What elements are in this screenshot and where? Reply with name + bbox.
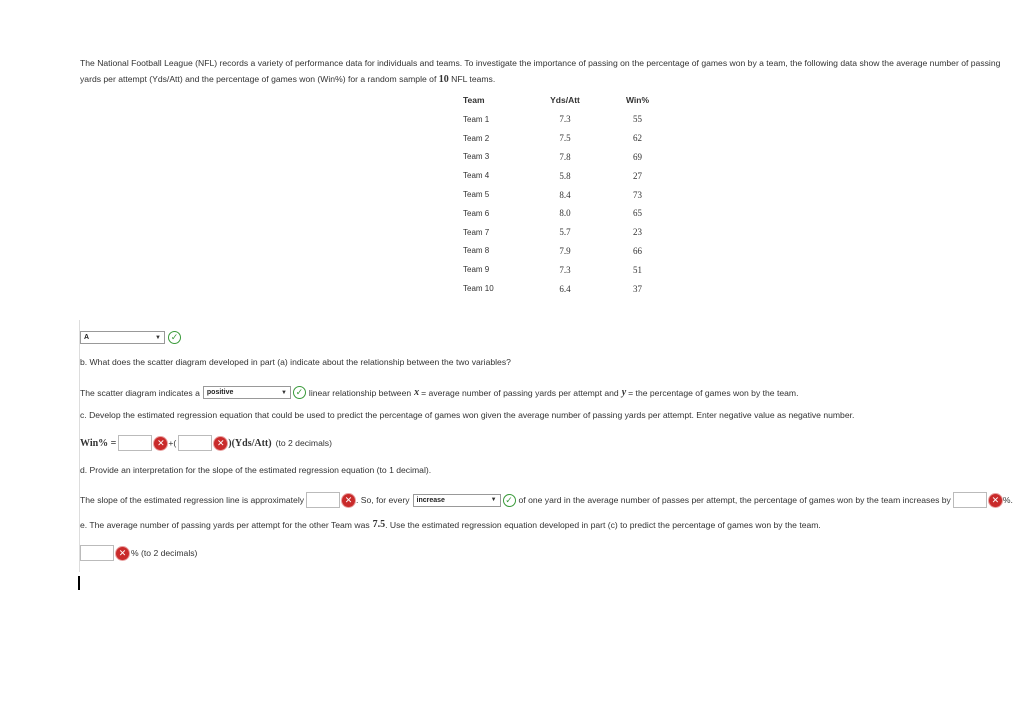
table-row xyxy=(458,110,680,129)
cell-win: 55 xyxy=(633,114,642,125)
cell-team: Team 10 xyxy=(463,284,494,294)
cell-yds: 7.5 xyxy=(559,133,571,144)
incorrect-x-icon: ✕ xyxy=(214,437,227,450)
slope-input[interactable] xyxy=(178,435,212,451)
prediction-input[interactable] xyxy=(80,545,114,561)
cell-win: 66 xyxy=(633,245,642,256)
direction-selected: increase xyxy=(416,496,445,504)
header-win-pct: Win% xyxy=(625,95,650,105)
percent-increase-input[interactable] xyxy=(953,492,987,508)
cell-yds: 8.4 xyxy=(559,189,571,200)
table-row xyxy=(458,223,680,242)
cell-win: 27 xyxy=(633,170,642,181)
incorrect-x-icon: ✕ xyxy=(342,494,355,507)
text-cursor xyxy=(78,576,80,590)
slope-interpretation-input[interactable] xyxy=(306,492,340,508)
part-c-answer-line xyxy=(80,435,332,451)
cell-team: Team 3 xyxy=(463,152,490,162)
table-row xyxy=(458,166,680,185)
correct-check-icon: ✓ xyxy=(168,331,181,344)
part-e-question xyxy=(80,519,821,530)
incorrect-x-icon: ✕ xyxy=(154,437,167,450)
cell-win: 37 xyxy=(633,283,642,294)
part-a-line xyxy=(80,331,182,344)
intro-tail: NFL teams. xyxy=(451,74,496,84)
relationship-selected: positive xyxy=(206,389,234,396)
cell-team: Team 5 xyxy=(463,190,490,200)
part-d-mid-1: . So, for every xyxy=(356,495,410,505)
cell-win: 62 xyxy=(633,133,642,144)
header-team: Team xyxy=(463,95,485,105)
cell-win: 69 xyxy=(633,151,642,162)
part-b-question: b. What does the scatter diagram developed in part (a) indicate about the relationship between the two variables? xyxy=(80,357,511,367)
table-header-row xyxy=(458,90,680,110)
cell-yds: 5.7 xyxy=(559,227,571,238)
part-a-dropdown[interactable] xyxy=(80,331,165,344)
part-b-answer-line xyxy=(80,386,798,399)
intercept-input[interactable] xyxy=(118,435,152,451)
cell-yds: 6.4 xyxy=(559,283,571,294)
part-e-value: 7.5 xyxy=(372,519,386,530)
chevron-down-icon: ▼ xyxy=(155,334,161,341)
equation-term: )(Yds/Att) xyxy=(228,437,272,449)
part-b-suffix-3: = the percentage of games won by the team. xyxy=(628,387,799,398)
cell-win: 65 xyxy=(633,208,642,219)
correct-check-icon: ✓ xyxy=(503,494,516,507)
table-row xyxy=(458,129,680,148)
table-row xyxy=(458,185,680,204)
part-d-answer-line xyxy=(80,492,1013,508)
cell-win: 51 xyxy=(633,264,642,275)
cell-team: Team 2 xyxy=(463,133,490,143)
cell-yds: 7.9 xyxy=(559,245,571,256)
table-row xyxy=(458,279,680,298)
part-e-suffix: % (to 2 decimals) xyxy=(131,548,198,558)
incorrect-x-icon: ✕ xyxy=(116,547,129,560)
cell-team: Team 4 xyxy=(463,171,490,181)
header-yds-att: Yds/Att xyxy=(550,95,580,105)
table-row xyxy=(458,242,680,261)
cell-win: 23 xyxy=(633,227,642,238)
part-e-question-2: . Use the estimated regression equation developed in part (c) to predict the percentage of games won by the team. xyxy=(385,519,821,530)
cell-yds: 7.3 xyxy=(559,114,571,125)
cell-yds: 5.8 xyxy=(559,170,571,181)
part-b-suffix-1: linear relationship between xyxy=(308,387,412,398)
incorrect-x-icon: ✕ xyxy=(989,494,1002,507)
equation-lhs: Win% = xyxy=(80,437,117,449)
part-d-prefix: The slope of the estimated regression line is approximately xyxy=(80,495,305,505)
chevron-down-icon: ▼ xyxy=(280,389,287,396)
correct-check-icon: ✓ xyxy=(293,386,306,399)
equation-plus: +( xyxy=(168,438,177,448)
part-d-suffix: %. xyxy=(1002,495,1013,505)
relationship-dropdown[interactable] xyxy=(203,386,291,399)
chevron-down-icon: ▼ xyxy=(490,497,497,503)
part-d-mid-2: of one yard in the average number of passes per attempt, the percentage of games won by the team increases by xyxy=(518,495,951,505)
cell-team: Team 6 xyxy=(463,208,490,218)
problem-intro xyxy=(80,55,1010,88)
x-variable: x xyxy=(414,387,420,398)
part-e-question-1: e. The average number of passing yards per attempt for the other Team was xyxy=(80,519,370,530)
cell-yds: 8.0 xyxy=(559,208,571,219)
part-c-question: c. Develop the estimated regression equation that could be used to predict the percentage of games won given the average number of passing yards per attempt. Enter negative value as negative number. xyxy=(80,410,855,420)
data-table xyxy=(458,90,680,298)
part-c-note: (to 2 decimals) xyxy=(275,438,332,448)
direction-dropdown[interactable] xyxy=(413,494,501,507)
part-a-selected: A xyxy=(84,334,90,341)
intro-text: The National Football League (NFL) records a variety of performance data for individuals and teams. To investigate the importance of passing on the percentage of games won by a team, the following data show the average number of passing yards per attempt (Yds/Att) and the percentage of games won (Win%) for a random sample of xyxy=(80,58,1001,84)
part-d-question: d. Provide an interpretation for the slope of the estimated regression equation (to 1 decimal). xyxy=(80,465,432,475)
table-row xyxy=(458,148,680,167)
cell-team: Team 8 xyxy=(463,246,490,256)
table-row xyxy=(458,260,680,279)
cell-yds: 7.3 xyxy=(559,264,571,275)
part-b-prefix: The scatter diagram indicates a xyxy=(80,387,200,398)
cell-team: Team 9 xyxy=(463,265,490,275)
part-e-answer-line xyxy=(80,545,197,561)
cell-yds: 7.8 xyxy=(559,151,571,162)
cell-team: Team 7 xyxy=(463,227,490,237)
cell-team: Team 1 xyxy=(463,114,490,124)
table-row xyxy=(458,204,680,223)
intro-count: 10 xyxy=(438,74,449,85)
cell-win: 73 xyxy=(633,189,642,200)
part-b-suffix-2: = average number of passing yards per attempt and xyxy=(421,387,619,398)
y-variable: y xyxy=(621,387,627,398)
